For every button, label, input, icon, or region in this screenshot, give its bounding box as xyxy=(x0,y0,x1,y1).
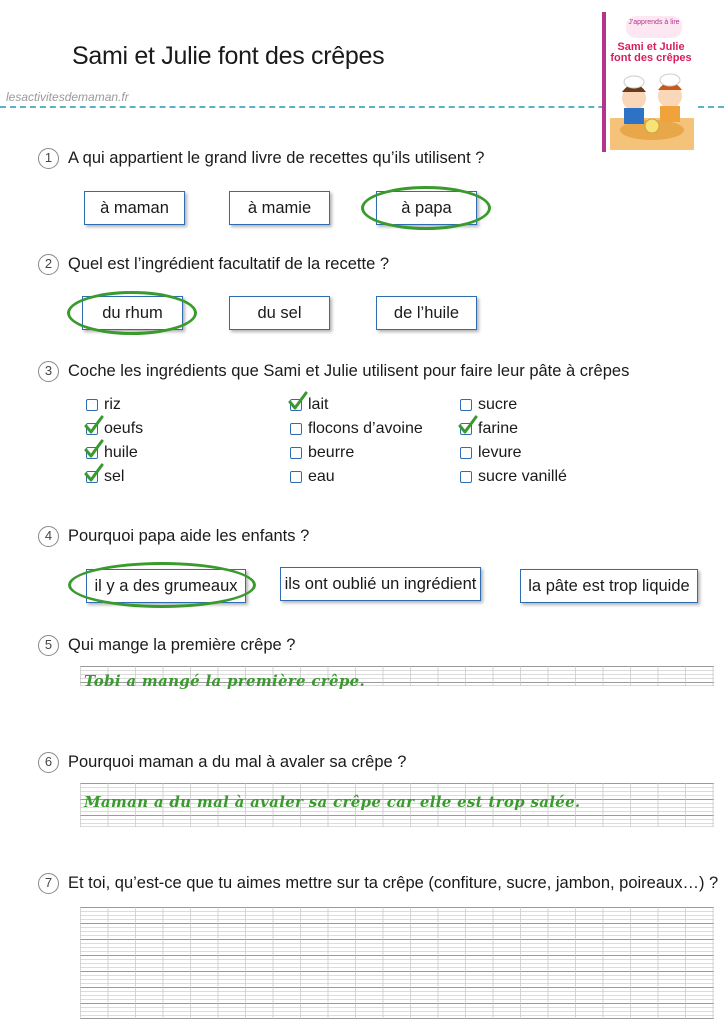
ingredient-item[interactable] xyxy=(460,468,567,486)
check-mark-icon xyxy=(288,391,308,411)
answer-option[interactable]: du sel xyxy=(229,296,330,330)
checked-checkbox[interactable] xyxy=(460,423,472,435)
question-4 xyxy=(38,526,309,547)
question-number: 5 xyxy=(38,635,59,656)
ingredient-label: sel xyxy=(104,468,125,485)
ingredient-label: flocons d’avoine xyxy=(308,420,423,437)
question-text: Et toi, qu’est-ce que tu aimes mettre sur ta crêpe (confiture, sucre, jambon, poireaux…) ? xyxy=(68,874,719,892)
question-text: Qui mange la première crêpe ? xyxy=(68,636,296,654)
handwritten-answer: Tobi a mangé la première crêpe. xyxy=(84,672,366,690)
checkbox[interactable] xyxy=(290,423,302,435)
selection-circle xyxy=(68,562,256,608)
ingredient-label: levure xyxy=(478,444,522,461)
ingredient-item[interactable] xyxy=(460,396,517,414)
question-number: 7 xyxy=(38,873,59,894)
ingredient-label: eau xyxy=(308,468,335,485)
ingredient-label: huile xyxy=(104,444,138,461)
checked-checkbox[interactable] xyxy=(86,423,98,435)
site-watermark: lesactivitesdemaman.fr xyxy=(6,90,129,104)
question-1 xyxy=(38,148,484,169)
question-5 xyxy=(38,635,295,656)
answer-option[interactable]: de l’huile xyxy=(376,296,477,330)
checkbox[interactable] xyxy=(460,447,472,459)
ingredient-item[interactable] xyxy=(86,444,138,462)
answer-option-selected[interactable]: du rhum xyxy=(82,296,183,330)
question-7 xyxy=(38,873,718,894)
check-mark-icon xyxy=(458,415,478,435)
ingredient-label: beurre xyxy=(308,444,355,461)
ingredient-item[interactable] xyxy=(290,420,423,438)
checkbox[interactable] xyxy=(460,471,472,483)
check-mark-icon xyxy=(84,415,104,435)
question-number: 6 xyxy=(38,752,59,773)
cover-illustration-icon xyxy=(610,68,694,150)
ingredient-item[interactable] xyxy=(290,396,328,414)
answer-option[interactable]: à mamie xyxy=(229,191,330,225)
ingredient-item[interactable] xyxy=(460,444,522,462)
ingredient-item[interactable] xyxy=(86,396,121,414)
question-number: 4 xyxy=(38,526,59,547)
cover-series-label: J'apprends à lire xyxy=(626,16,682,38)
ingredient-label: riz xyxy=(104,396,121,413)
checked-checkbox[interactable] xyxy=(290,399,302,411)
checked-checkbox[interactable] xyxy=(86,471,98,483)
question-text: Quel est l’ingrédient facultatif de la recette ? xyxy=(68,255,390,273)
question-number: 3 xyxy=(38,361,59,382)
ingredient-item[interactable] xyxy=(290,444,354,462)
ingredient-label: lait xyxy=(308,396,329,413)
question-2 xyxy=(38,254,389,275)
page-title: Sami et Julie font des crêpes xyxy=(72,42,385,70)
ingredient-label: oeufs xyxy=(104,420,144,437)
writing-lines[interactable] xyxy=(80,907,714,1019)
ingredient-label: farine xyxy=(478,420,519,437)
checkbox[interactable] xyxy=(460,399,472,411)
writing-lines[interactable] xyxy=(80,666,714,690)
answer-option[interactable]: ils ont oublié un ingrédient xyxy=(280,567,481,601)
check-mark-icon xyxy=(84,463,104,483)
answer-option-selected[interactable]: à papa xyxy=(376,191,477,225)
question-number: 1 xyxy=(38,148,59,169)
checkbox[interactable] xyxy=(86,399,98,411)
handwritten-answer: Maman a du mal à avaler sa crêpe car elle est trop salée. xyxy=(84,793,581,811)
ingredient-item[interactable] xyxy=(86,420,143,438)
checkbox[interactable] xyxy=(290,471,302,483)
ingredient-item[interactable] xyxy=(86,468,124,486)
question-text: A qui appartient le grand livre de recettes qu’ils utilisent ? xyxy=(68,149,485,167)
question-number: 2 xyxy=(38,254,59,275)
answer-option[interactable]: à maman xyxy=(84,191,185,225)
question-text: Coche les ingrédients que Sami et Julie utilisent pour faire leur pâte à crêpes xyxy=(68,362,630,380)
ingredient-label: sucre xyxy=(478,396,518,413)
question-6 xyxy=(38,752,406,773)
selection-circle xyxy=(67,291,197,335)
answer-option-selected[interactable]: il y a des grumeaux xyxy=(86,569,246,603)
question-text: Pourquoi maman a du mal à avaler sa crêpe ? xyxy=(68,753,407,771)
cover-title: Sami et Julie font des crêpes xyxy=(610,41,692,64)
answer-option[interactable]: la pâte est trop liquide xyxy=(520,569,698,603)
writing-lines[interactable] xyxy=(80,783,714,827)
book-cover xyxy=(602,12,696,152)
question-3 xyxy=(38,361,629,382)
ingredient-item[interactable] xyxy=(290,468,335,486)
check-mark-icon xyxy=(84,439,104,459)
ingredient-item[interactable] xyxy=(460,420,518,438)
checked-checkbox[interactable] xyxy=(86,447,98,459)
selection-circle xyxy=(361,186,491,230)
ingredient-label: sucre vanillé xyxy=(478,468,567,485)
question-text: Pourquoi papa aide les enfants ? xyxy=(68,527,310,545)
checkbox[interactable] xyxy=(290,447,302,459)
